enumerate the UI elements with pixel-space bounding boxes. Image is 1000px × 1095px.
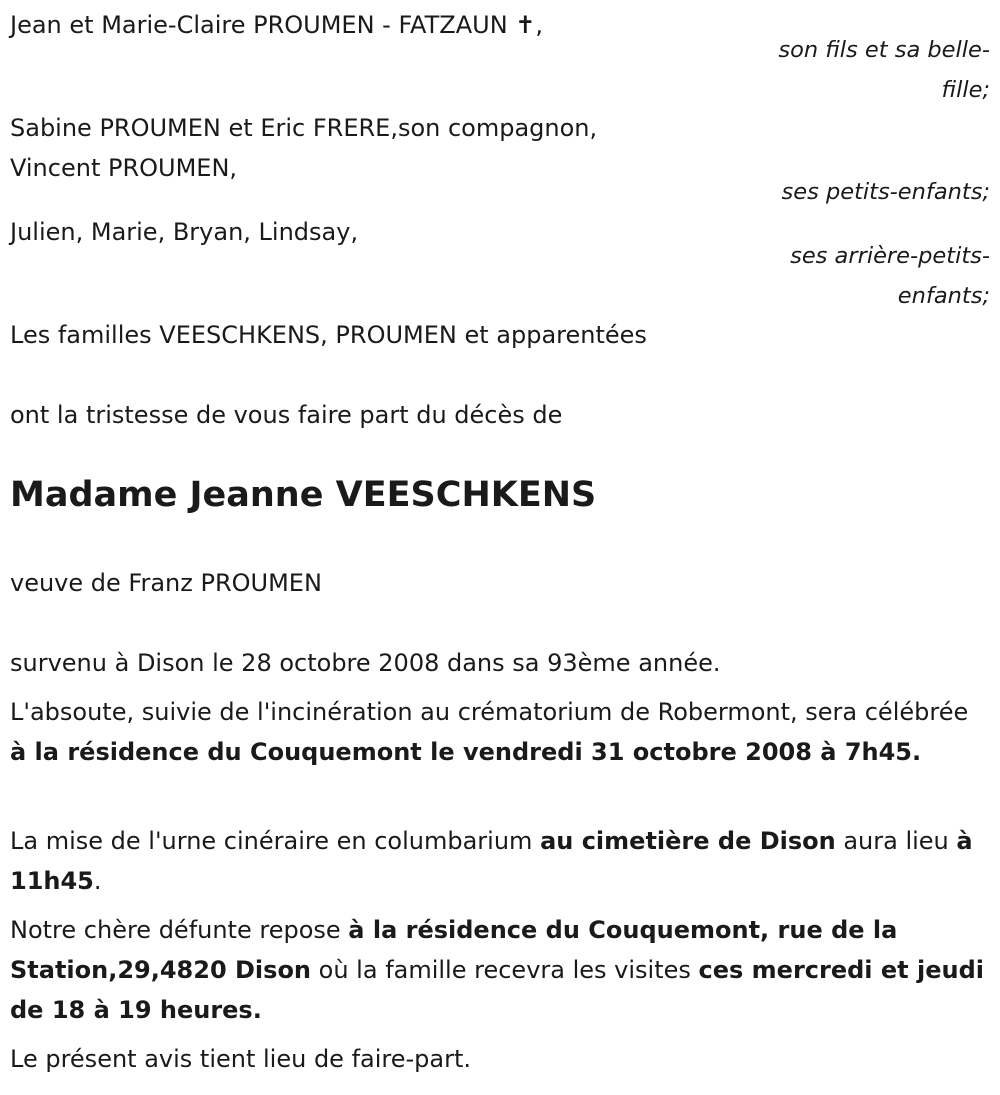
family-line-son: Jean et Marie-Claire PROUMEN - FATZAUN ✝, (10, 11, 544, 39)
rest-text-2: où la famille recevra les visites (311, 956, 699, 984)
rest-text-1: Notre chère défunte repose (10, 916, 349, 944)
family-role-grandchildren: ses petits-enfants; (781, 179, 990, 205)
deceased-name: Madame Jeanne VEESCHKENS (10, 475, 597, 515)
visiting-hours: ces mercredi et jeudi de 18 à 19 heures. (10, 956, 984, 1024)
urn-time: à 11h45 (10, 827, 973, 895)
family-line-relatives: Les familles VEESCHKENS, PROUMEN et apparentées (10, 321, 647, 349)
deceased-relation: veuve de Franz PROUMEN (10, 569, 322, 597)
urn-text-1: La mise de l'urne cinéraire en columbarium (10, 827, 541, 855)
rest-place: à la résidence du Couquemont, rue de la Station,29,4820 Dison (10, 916, 898, 984)
urn-text-3: . (93, 867, 102, 895)
ceremony-paragraph (10, 692, 986, 772)
urn-place: au cimetière de Dison (540, 827, 836, 855)
family-line-grandchildren-1: Sabine PROUMEN et Eric FRERE,son compagnon, (10, 114, 598, 142)
announcement-text: ont la tristesse de vous faire part du décès de (10, 401, 563, 429)
ceremony-text: L'absoute, suivie de l'incinération au crématorium de Robermont, sera célébrée (10, 698, 969, 726)
ceremony-place-time: à la résidence du Couquemont le vendredi 31 octobre 2008 à 7h45. (10, 738, 922, 766)
family-line-great-grandchildren: Julien, Marie, Bryan, Lindsay, (10, 218, 359, 246)
closing-note: Le présent avis tient lieu de faire-part. (10, 1045, 472, 1073)
rest-paragraph (10, 910, 986, 1030)
urn-text-2: aura lieu (835, 827, 957, 855)
death-details: survenu à Dison le 28 octobre 2008 dans sa 93ème année. (10, 649, 721, 677)
family-role-son: son fils et sa belle-fille; (778, 37, 990, 103)
family-role-great-grandchildren: ses arrière-petits-enfants; (790, 243, 990, 309)
family-line-grandchildren-2: Vincent PROUMEN, (10, 154, 238, 182)
urn-paragraph (10, 821, 986, 901)
